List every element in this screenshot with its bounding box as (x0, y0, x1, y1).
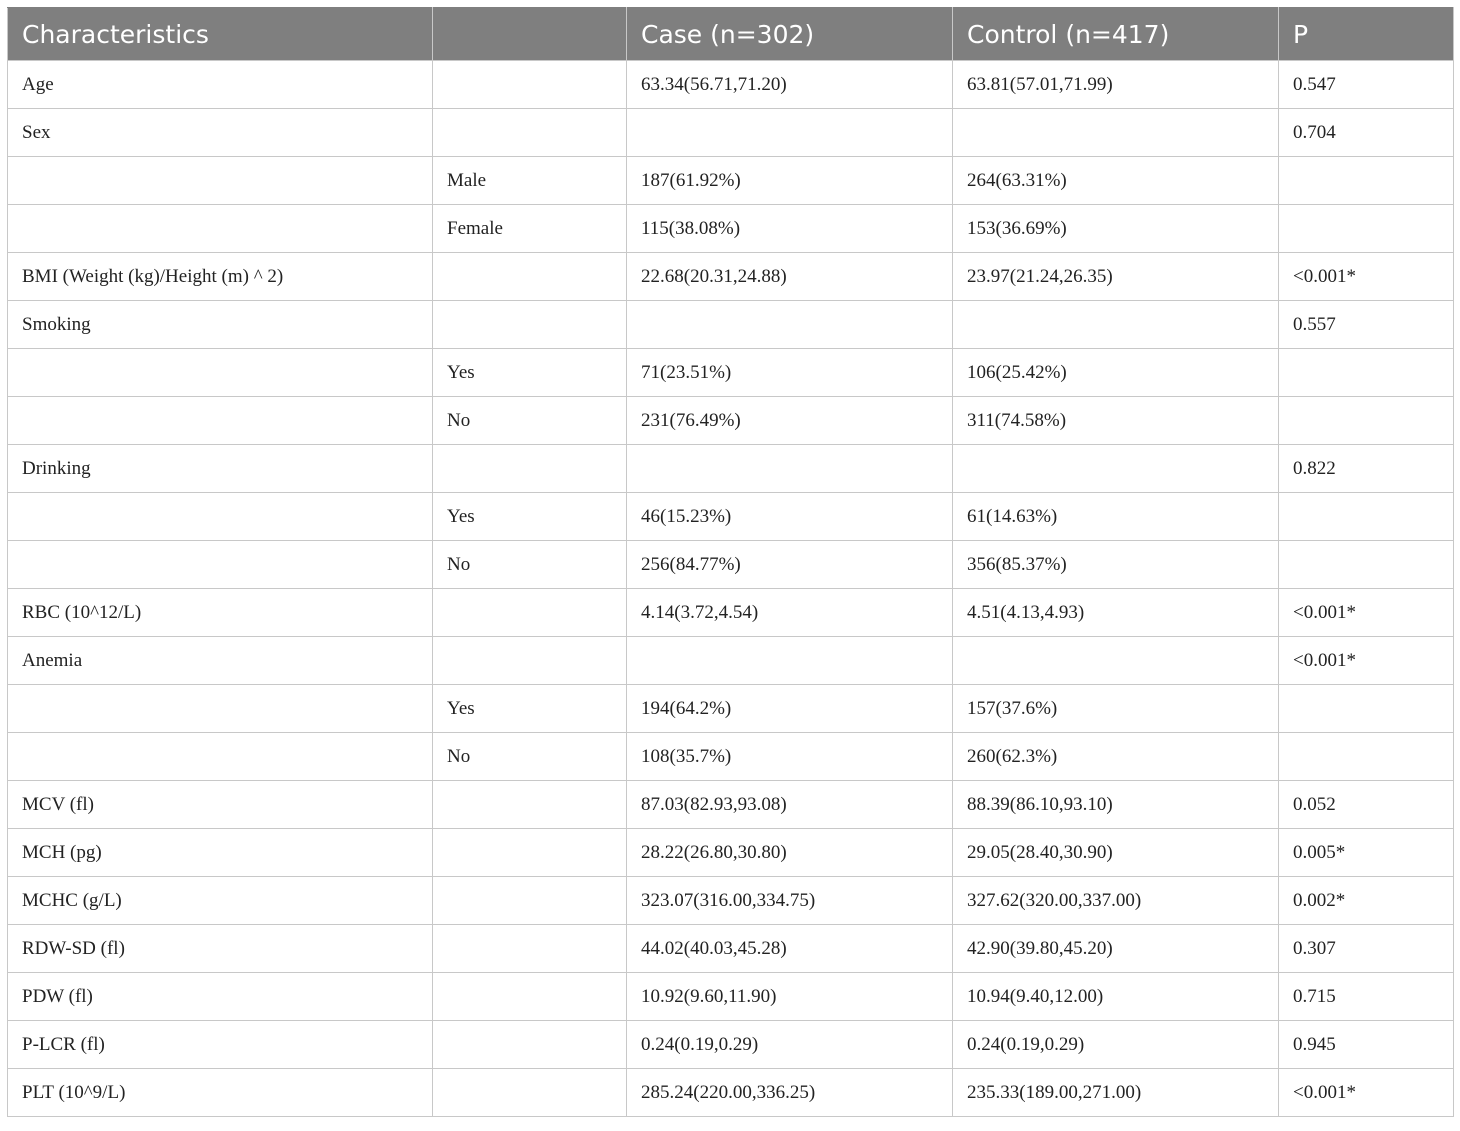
cell-p-value: 0.945 (1279, 1021, 1454, 1069)
cell-case: 0.24(0.19,0.29) (627, 1021, 953, 1069)
table-row (8, 877, 1454, 925)
cell-control (953, 109, 1279, 157)
cell-case: 231(76.49%) (627, 397, 953, 445)
cell-subcategory: Female (433, 205, 627, 253)
cell-control (953, 301, 1279, 349)
cell-case: 187(61.92%) (627, 157, 953, 205)
cell-subcategory (433, 781, 627, 829)
cell-p-value: 0.307 (1279, 925, 1454, 973)
cell-case: 44.02(40.03,45.28) (627, 925, 953, 973)
cell-subcategory: Male (433, 157, 627, 205)
cell-control: 0.24(0.19,0.29) (953, 1021, 1279, 1069)
cell-subcategory (433, 301, 627, 349)
cell-p-value (1279, 733, 1454, 781)
cell-p-value: 0.002* (1279, 877, 1454, 925)
cell-characteristic (8, 493, 433, 541)
cell-characteristic: RDW-SD (fl) (8, 925, 433, 973)
cell-subcategory (433, 445, 627, 493)
header-row (8, 8, 1454, 61)
cell-characteristic (8, 685, 433, 733)
cell-case: 46(15.23%) (627, 493, 953, 541)
table-header (8, 8, 1454, 61)
table-row (8, 205, 1454, 253)
cell-characteristic: PDW (fl) (8, 973, 433, 1021)
cell-p-value: 0.005* (1279, 829, 1454, 877)
cell-case: 71(23.51%) (627, 349, 953, 397)
cell-characteristic: Drinking (8, 445, 433, 493)
cell-characteristic: Smoking (8, 301, 433, 349)
cell-control: 157(37.6%) (953, 685, 1279, 733)
table-row (8, 157, 1454, 205)
table-row (8, 1069, 1454, 1117)
cell-characteristic: BMI (Weight (kg)/Height (m) ^ 2) (8, 253, 433, 301)
cell-control: 29.05(28.40,30.90) (953, 829, 1279, 877)
table-row (8, 973, 1454, 1021)
cell-p-value (1279, 493, 1454, 541)
cell-p-value: <0.001* (1279, 589, 1454, 637)
cell-characteristic (8, 541, 433, 589)
cell-characteristic: RBC (10^12/L) (8, 589, 433, 637)
cell-characteristic (8, 205, 433, 253)
table-row (8, 493, 1454, 541)
cell-p-value: 0.715 (1279, 973, 1454, 1021)
cell-control: 4.51(4.13,4.93) (953, 589, 1279, 637)
cell-control: 235.33(189.00,271.00) (953, 1069, 1279, 1117)
cell-characteristic: P-LCR (fl) (8, 1021, 433, 1069)
cell-case (627, 445, 953, 493)
cell-characteristic: Sex (8, 109, 433, 157)
cell-case: 115(38.08%) (627, 205, 953, 253)
cell-p-value: 0.822 (1279, 445, 1454, 493)
cell-case: 4.14(3.72,4.54) (627, 589, 953, 637)
table-row (8, 925, 1454, 973)
cell-control: 153(36.69%) (953, 205, 1279, 253)
cell-control: 264(63.31%) (953, 157, 1279, 205)
cell-characteristic (8, 733, 433, 781)
cell-subcategory: No (433, 397, 627, 445)
cell-p-value: 0.547 (1279, 61, 1454, 109)
cell-subcategory: Yes (433, 493, 627, 541)
cell-p-value (1279, 685, 1454, 733)
cell-subcategory (433, 829, 627, 877)
cell-characteristic (8, 157, 433, 205)
cell-control: 61(14.63%) (953, 493, 1279, 541)
table-row (8, 685, 1454, 733)
cell-control: 23.97(21.24,26.35) (953, 253, 1279, 301)
cell-control: 63.81(57.01,71.99) (953, 61, 1279, 109)
cell-case: 285.24(220.00,336.25) (627, 1069, 953, 1117)
cell-characteristic (8, 349, 433, 397)
cell-subcategory: Yes (433, 349, 627, 397)
cell-case (627, 637, 953, 685)
cell-subcategory (433, 925, 627, 973)
header-control: Control (n=417) (953, 8, 1279, 61)
cell-characteristic: Anemia (8, 637, 433, 685)
cell-subcategory (433, 109, 627, 157)
cell-p-value (1279, 349, 1454, 397)
header-characteristics: Characteristics (8, 8, 433, 61)
cell-characteristic: Age (8, 61, 433, 109)
cell-subcategory (433, 637, 627, 685)
table-row (8, 733, 1454, 781)
cell-p-value (1279, 397, 1454, 445)
characteristics-table-container (7, 7, 1453, 1117)
cell-p-value: <0.001* (1279, 1069, 1454, 1117)
cell-subcategory (433, 877, 627, 925)
table-row (8, 301, 1454, 349)
cell-case (627, 109, 953, 157)
cell-p-value: 0.052 (1279, 781, 1454, 829)
cell-p-value (1279, 541, 1454, 589)
header-p-value: P (1279, 8, 1454, 61)
cell-p-value: 0.704 (1279, 109, 1454, 157)
cell-control: 88.39(86.10,93.10) (953, 781, 1279, 829)
cell-characteristic: MCHC (g/L) (8, 877, 433, 925)
table-row (8, 829, 1454, 877)
cell-subcategory (433, 253, 627, 301)
table-row (8, 61, 1454, 109)
cell-case: 28.22(26.80,30.80) (627, 829, 953, 877)
cell-p-value: 0.557 (1279, 301, 1454, 349)
header-subcategory (433, 8, 627, 61)
cell-case: 256(84.77%) (627, 541, 953, 589)
cell-control: 356(85.37%) (953, 541, 1279, 589)
table-row (8, 253, 1454, 301)
cell-characteristic: MCH (pg) (8, 829, 433, 877)
cell-subcategory (433, 973, 627, 1021)
cell-control (953, 637, 1279, 685)
characteristics-table (7, 7, 1454, 1117)
table-row (8, 109, 1454, 157)
cell-control: 106(25.42%) (953, 349, 1279, 397)
cell-subcategory: No (433, 541, 627, 589)
cell-case: 63.34(56.71,71.20) (627, 61, 953, 109)
cell-subcategory (433, 1069, 627, 1117)
cell-p-value: <0.001* (1279, 253, 1454, 301)
cell-control (953, 445, 1279, 493)
table-row (8, 589, 1454, 637)
cell-case: 10.92(9.60,11.90) (627, 973, 953, 1021)
cell-characteristic (8, 397, 433, 445)
cell-control: 10.94(9.40,12.00) (953, 973, 1279, 1021)
cell-p-value (1279, 157, 1454, 205)
table-row (8, 541, 1454, 589)
table-body (8, 61, 1454, 1117)
table-row (8, 397, 1454, 445)
table-row (8, 637, 1454, 685)
cell-case: 194(64.2%) (627, 685, 953, 733)
cell-case: 108(35.7%) (627, 733, 953, 781)
cell-case: 87.03(82.93,93.08) (627, 781, 953, 829)
cell-case: 22.68(20.31,24.88) (627, 253, 953, 301)
cell-p-value (1279, 205, 1454, 253)
header-case: Case (n=302) (627, 8, 953, 61)
cell-control: 260(62.3%) (953, 733, 1279, 781)
cell-subcategory (433, 61, 627, 109)
cell-characteristic: MCV (fl) (8, 781, 433, 829)
cell-characteristic: PLT (10^9/L) (8, 1069, 433, 1117)
cell-case (627, 301, 953, 349)
cell-p-value: <0.001* (1279, 637, 1454, 685)
table-row (8, 445, 1454, 493)
cell-control: 311(74.58%) (953, 397, 1279, 445)
cell-control: 327.62(320.00,337.00) (953, 877, 1279, 925)
cell-subcategory: No (433, 733, 627, 781)
cell-case: 323.07(316.00,334.75) (627, 877, 953, 925)
table-row (8, 1021, 1454, 1069)
cell-subcategory (433, 589, 627, 637)
table-row (8, 781, 1454, 829)
cell-control: 42.90(39.80,45.20) (953, 925, 1279, 973)
table-row (8, 349, 1454, 397)
cell-subcategory (433, 1021, 627, 1069)
cell-subcategory: Yes (433, 685, 627, 733)
